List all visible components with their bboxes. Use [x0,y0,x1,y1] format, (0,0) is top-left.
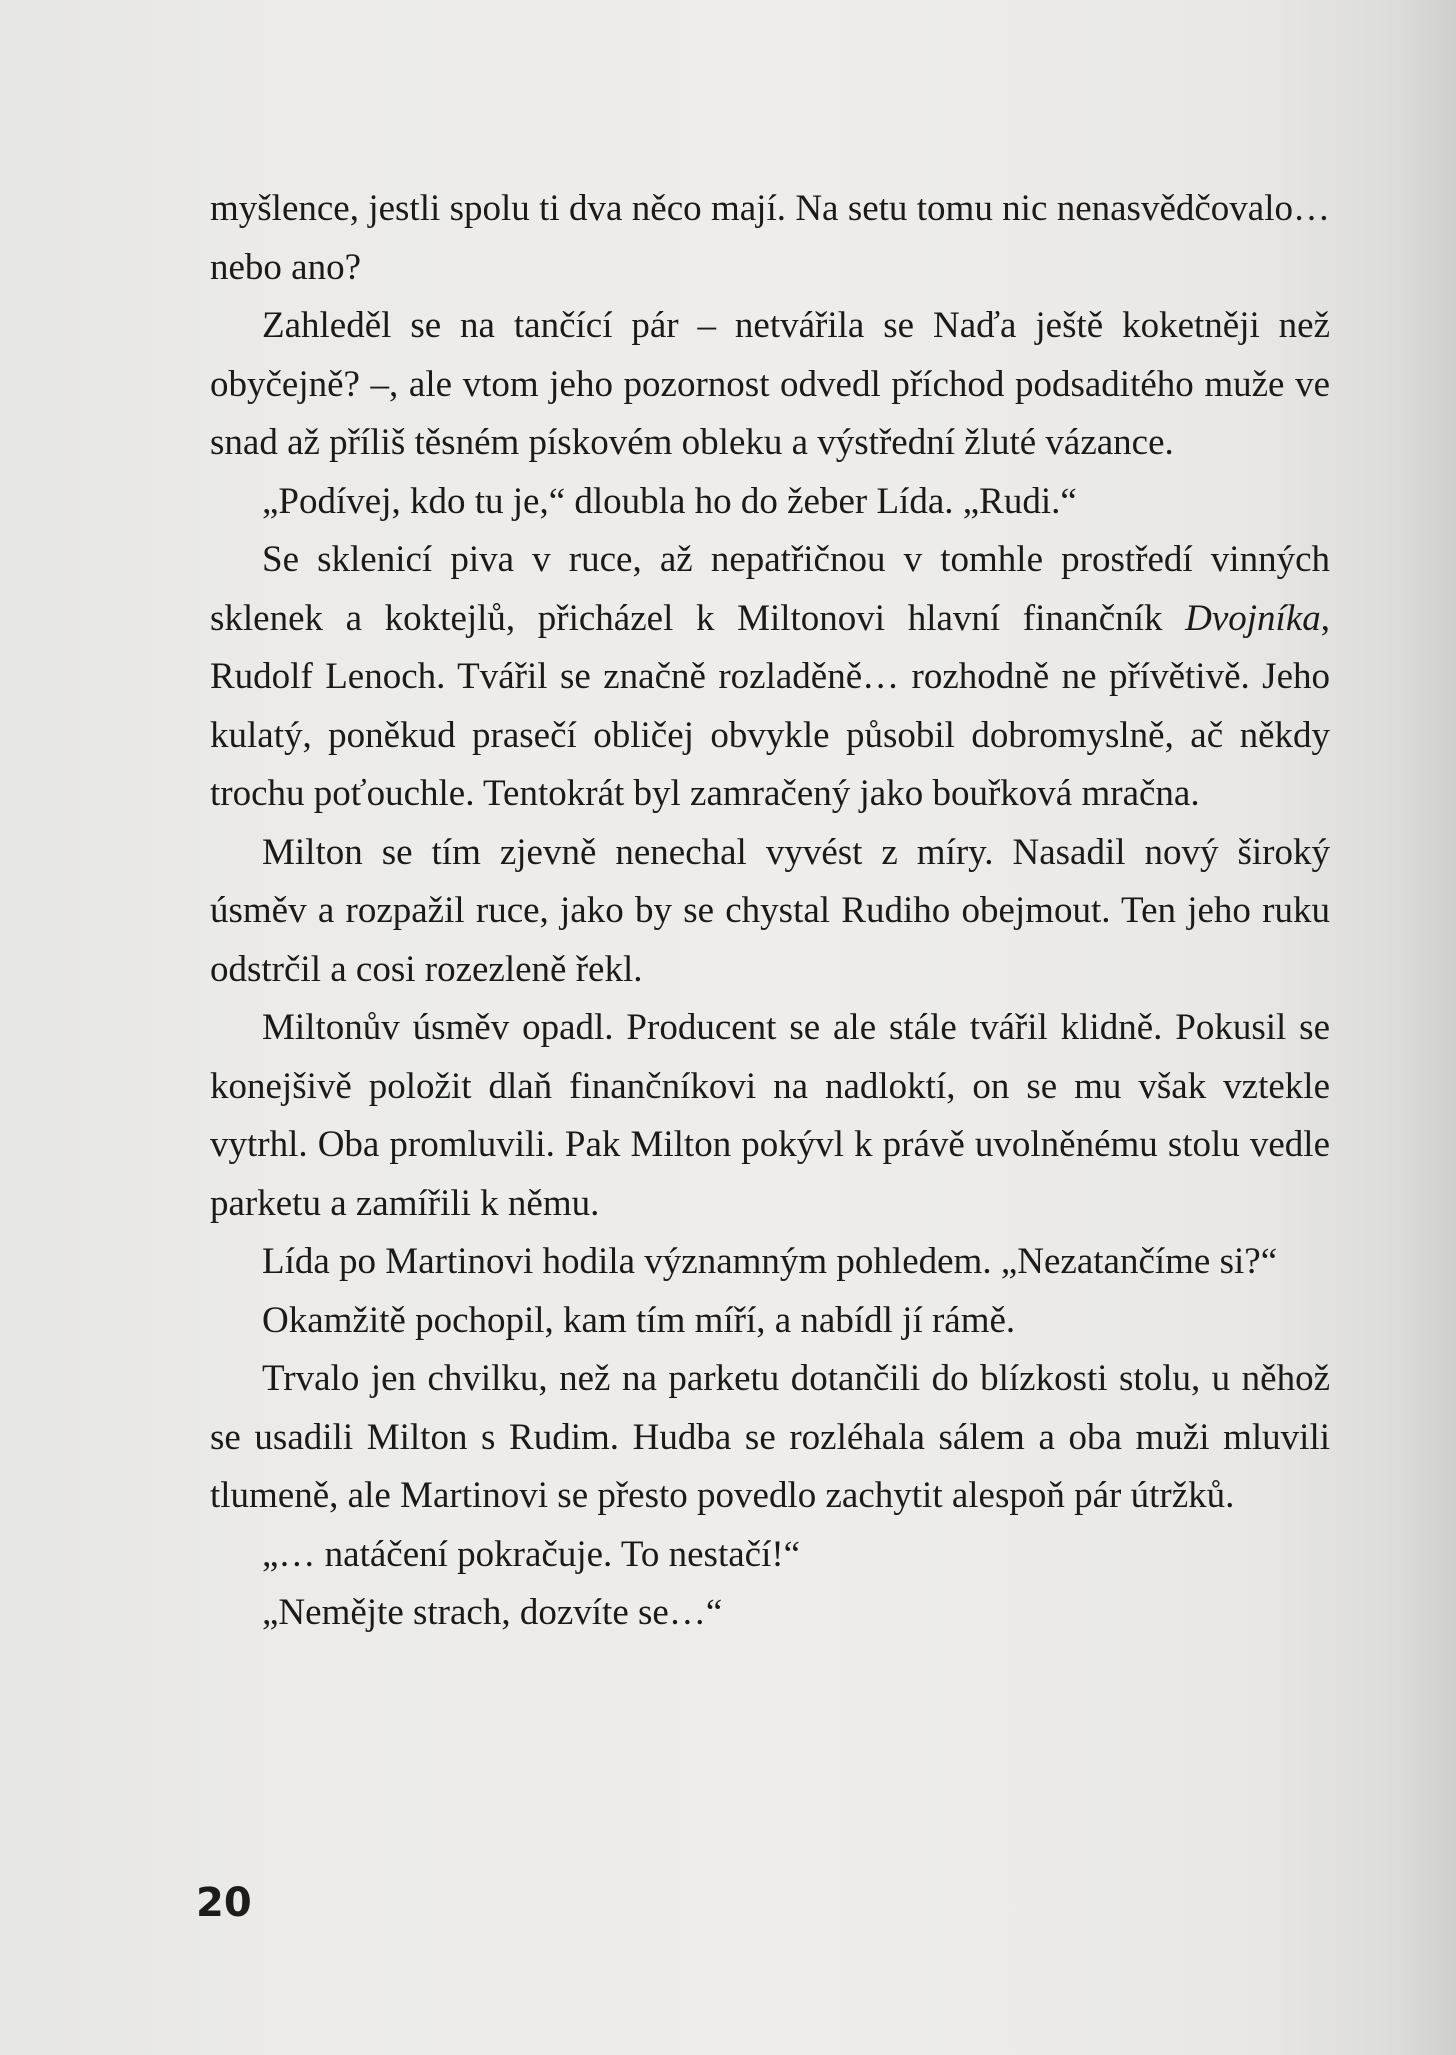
paragraph-1: myšlence, jestli spolu ti dva něco mají. Na setu tomu nic nenasvědčovalo… nebo ano? [210,188,1330,288]
paragraph-10: „… natáčení pokračuje. To nestačí!“ [262,1533,801,1575]
page-number: 20 [196,1880,252,1926]
book-title-italic: Dvojníka [1185,597,1321,639]
paragraph-11: „Nemějte strach, dozvíte se…“ [262,1592,723,1633]
paragraph-2: Zahleděl se na tančící pár – netvářila se Naďa ještě koketněji než obyčejně? –, ale vtom jeho pozornost odvedl příchod podsaditého muže ve snad až příliš těsném pískovém obleku a výstřední žluté vázance. [210,305,1330,463]
body-text [210,180,1330,1643]
paragraph-6: Miltonův úsměv opadl. Producent se ale stále tvářil klidně. Pokusil se konejšivě položit dlaň finančníkovi na nadloktí, on se mu však vztekle vytrhl. Oba promluvili. Pak Milton pokývl k právě uvolněnému stolu vedle parketu a zamířili k němu. [210,1007,1330,1224]
paragraph-5: Milton se tím zjevně nenechal vyvést z míry. Nasadil nový široký úsměv a rozpažil ruce, jako by se chystal Rudiho obejmout. Ten jeho ruku odstrčil a cosi rozezleně řekl. [210,831,1330,990]
paragraph-7: Lída po Martinovi hodila významným pohledem. „Nezatančíme si?“ [262,1241,1278,1282]
paragraph-3: „Podívej, kdo tu je,“ dloubla ho do žeber Lída. „Rudi.“ [262,480,1077,522]
paragraph-8: Okamžitě pochopil, kam tím míří, a nabídl jí rámě. [262,1299,1016,1341]
paragraph-4 [210,531,1330,824]
paragraph-4-text-before: Se sklenicí piva v ruce, až nepatřičnou v tomhle prostředí vinných sklenek a koktejlů, přicházel k Miltonovi hlavní finančník [210,539,1330,639]
paragraph-9: Trvalo jen chvilku, než na parketu dotančili do blízkosti stolu, u něhož se usadili Milton s Rudim. Hudba se rozléhala sálem a oba muži mluvili tlumeně, ale Martinovi se přesto povedlo zachytit alespoň pár útržků. [210,1358,1330,1516]
paragraph-4-text-after: , Rudolf Lenoch. Tvářil se značně rozladěně… rozhodně ne přívětivě. Jeho kulatý, poněkud prasečí obličej obvykle působil dobromyslně, ač někdy trochu poťouchle. Tentokrát byl zamračený jako bouřková mračna. [210,597,1330,814]
